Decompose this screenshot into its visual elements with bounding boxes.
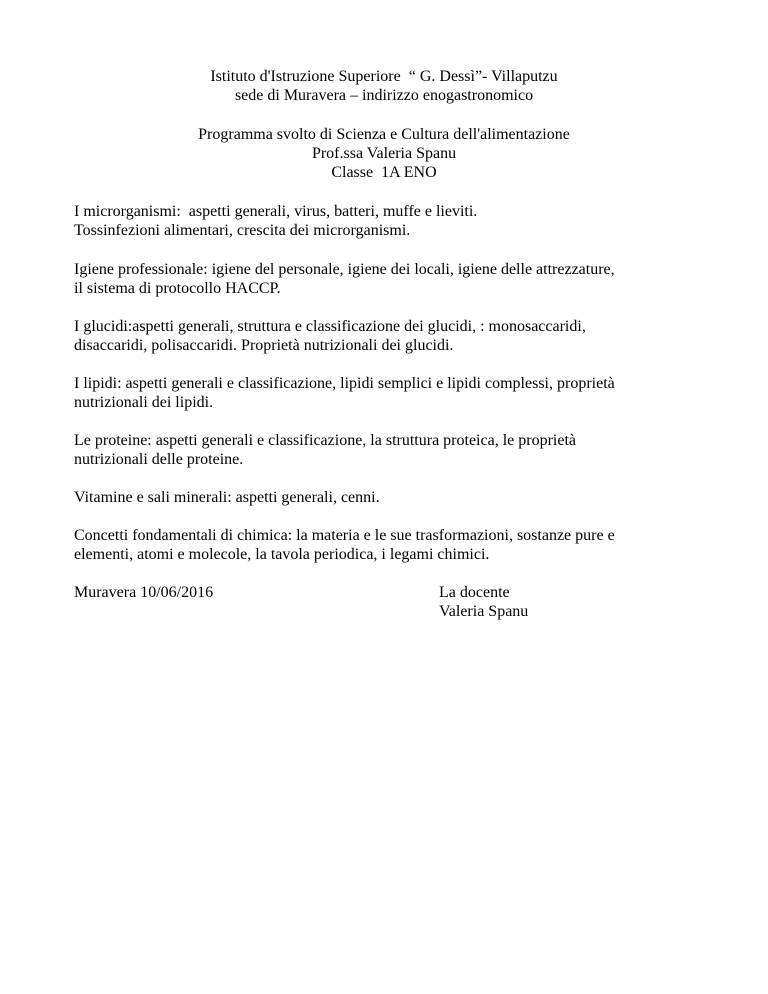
school-header <box>0 67 768 105</box>
class-name: Classe 1A ENO <box>331 164 437 181</box>
signature-block <box>439 583 528 621</box>
topic-line: Igiene professionale: igiene del personale, igiene dei locali, igiene delle attrezzature, <box>74 261 615 278</box>
topic-line: Vitamine e sali minerali: aspetti generali, cenni. <box>74 489 380 506</box>
program-title: Programma svolto di Scienza e Cultura dell'alimentazione <box>198 126 570 143</box>
topic-line: il sistema di protocollo HACCP. <box>74 280 281 297</box>
topic-glucides <box>74 317 714 355</box>
topic-line: elementi, atomi e molecole, la tavola periodica, i legami chimici. <box>74 546 490 563</box>
topic-microrganisms <box>74 202 714 240</box>
topic-vitamins <box>74 488 714 507</box>
signer-name: Valeria Spanu <box>439 603 529 620</box>
topic-line: disaccaridi, polisaccaridi. Proprietà nutrizionali dei glucidi. <box>74 337 454 354</box>
topic-lipids <box>74 374 714 412</box>
campus-name: sede di Muravera – indirizzo enogastronomico <box>234 87 534 104</box>
signer-role: La docente <box>439 584 510 601</box>
topic-line: Tossinfezioni alimentari, crescita dei microrganismi. <box>74 222 411 239</box>
place-date: Muravera 10/06/2016 <box>74 584 214 601</box>
topic-proteins <box>74 431 714 469</box>
topic-line: Concetti fondamentali di chimica: la materia e le sue trasformazioni, sostanze pure e <box>74 527 615 544</box>
topic-hygiene <box>74 260 714 298</box>
institute-name: Istituto d'Istruzione Superiore “ G. Dessì”- Villaputzu <box>210 68 558 85</box>
topic-line: Le proteine: aspetti generali e classificazione, la struttura proteica, le proprietà <box>74 432 576 449</box>
topic-line: nutrizionali dei lipidi. <box>74 394 214 411</box>
topic-line: I microrganismi: aspetti generali, virus, batteri, muffe e lieviti. <box>74 203 478 220</box>
topic-chemistry <box>74 526 714 564</box>
teacher-name: Prof.ssa Valeria Spanu <box>311 145 457 162</box>
topic-line: I lipidi: aspetti generali e classificazione, lipidi semplici e lipidi complessi, proprietà <box>74 375 615 392</box>
program-header <box>0 125 768 182</box>
topic-line: I glucidi:aspetti generali, struttura e classificazione dei glucidi, : monosaccaridi, <box>74 318 586 335</box>
topic-line: nutrizionali delle proteine. <box>74 451 244 468</box>
